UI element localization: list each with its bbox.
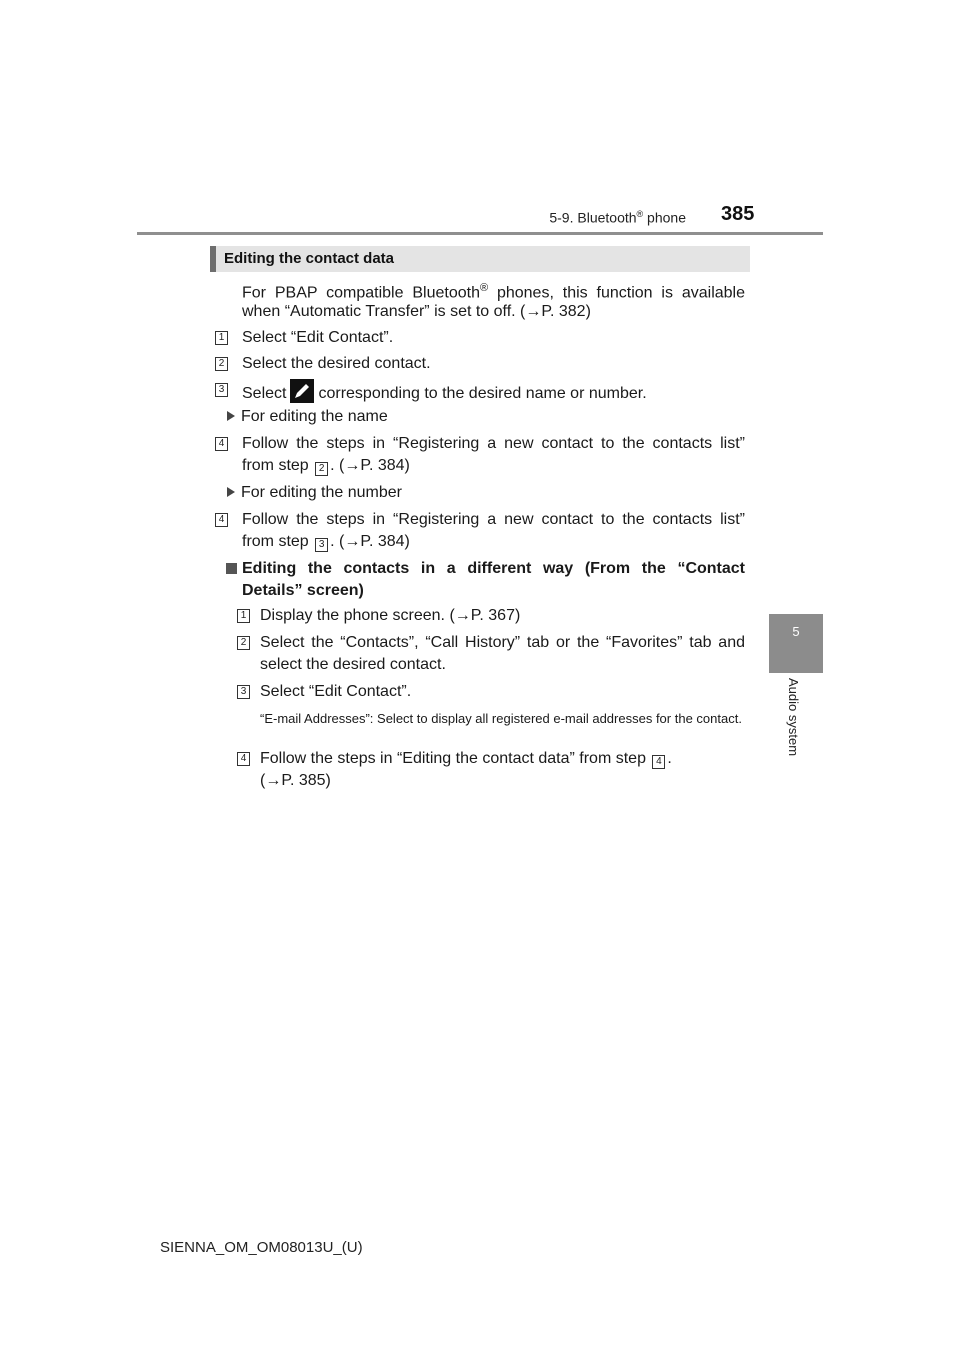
- sub-step-2-line-1: Select the “Contacts”, “Call History” tab or the “Favorites” tab and: [260, 634, 745, 651]
- bullet-text: For editing the number: [241, 484, 402, 501]
- step-ref-pre: from step: [242, 533, 309, 550]
- intro-text-b: phones, this function is available: [488, 284, 746, 302]
- step-number: 2: [215, 357, 228, 371]
- subheading-line-1: Editing the contacts in a different way (From the “Contact: [242, 560, 745, 577]
- step-3-text: [242, 379, 647, 405]
- running-header-section: [549, 209, 686, 226]
- pencil-icon: [290, 379, 314, 403]
- sub-step-2-line-2: select the desired contact.: [260, 656, 446, 673]
- step-4b-line-1: Follow the steps in “Registering a new contact to the contacts list”: [242, 511, 745, 528]
- section-heading: [210, 246, 750, 272]
- step-2-text: Select the desired contact.: [242, 355, 431, 372]
- note-text: “E-mail Addresses”: Select to display all registered e-mail addresses for the contact.: [260, 711, 742, 726]
- sub-step-3-text: Select “Edit Contact”.: [260, 683, 412, 700]
- section-heading-text: Editing the contact data: [224, 250, 395, 267]
- step-number: 1: [237, 609, 250, 623]
- step-3-pre: Select: [242, 385, 287, 402]
- step-ref-pre: from step: [242, 457, 309, 474]
- step-ref-number: 2: [315, 462, 328, 476]
- step-number: 1: [215, 331, 228, 345]
- step-number: 3: [237, 685, 250, 699]
- step-ref-pre: Follow the steps in “Editing the contact data” from step: [260, 750, 646, 767]
- step-ref-post: . (→P. 384): [330, 457, 410, 474]
- step-4b-line-2: [242, 531, 410, 553]
- step-1-text: Select “Edit Contact”.: [242, 329, 394, 346]
- sub-step-4-line-1: [260, 748, 672, 770]
- document-code-footer: SIENNA_OM_OM08013U_(U): [160, 1239, 363, 1256]
- step-number: 4: [215, 513, 228, 527]
- bullet-item: [227, 482, 402, 504]
- step-ref-post: .: [667, 750, 672, 767]
- chapter-tab: [769, 614, 823, 673]
- step-4a-line-2: [242, 455, 410, 477]
- sub-step-4-line-2: (→P. 385): [260, 772, 331, 789]
- step-number: 4: [237, 752, 250, 766]
- intro-line-2: when “Automatic Transfer” is set to off. (→P. 382): [242, 303, 591, 320]
- step-number: 3: [215, 383, 228, 397]
- bullet-item: [227, 406, 388, 428]
- step-ref-number: 4: [652, 755, 665, 769]
- section-title-suffix: phone: [643, 209, 686, 226]
- step-ref-post: . (→P. 384): [330, 533, 410, 550]
- sub-step-1-text: Display the phone screen. (→P. 367): [260, 607, 521, 624]
- chapter-number: 5: [792, 624, 800, 639]
- step-number: 4: [215, 437, 228, 451]
- intro-registered-mark: ®: [479, 282, 489, 294]
- section-title-text: 5-9. Bluetooth: [549, 209, 637, 226]
- header-rule: [137, 232, 823, 235]
- step-number: 2: [237, 636, 250, 650]
- registered-mark: ®: [636, 209, 644, 219]
- chapter-label: Audio system: [786, 678, 801, 757]
- triangle-bullet-icon: [227, 487, 235, 497]
- square-bullet-icon: [226, 563, 237, 574]
- step-4a-line-1: Follow the steps in “Registering a new contact to the contacts list”: [242, 435, 745, 452]
- step-3-post: corresponding to the desired name or number.: [318, 385, 647, 402]
- triangle-bullet-icon: [227, 411, 235, 421]
- page-number: 385: [721, 203, 755, 225]
- step-ref-number: 3: [315, 538, 328, 552]
- subheading-line-2: Details” screen): [242, 582, 364, 599]
- bullet-text: For editing the name: [241, 408, 388, 425]
- intro-text-a: For PBAP compatible Bluetooth: [242, 284, 480, 302]
